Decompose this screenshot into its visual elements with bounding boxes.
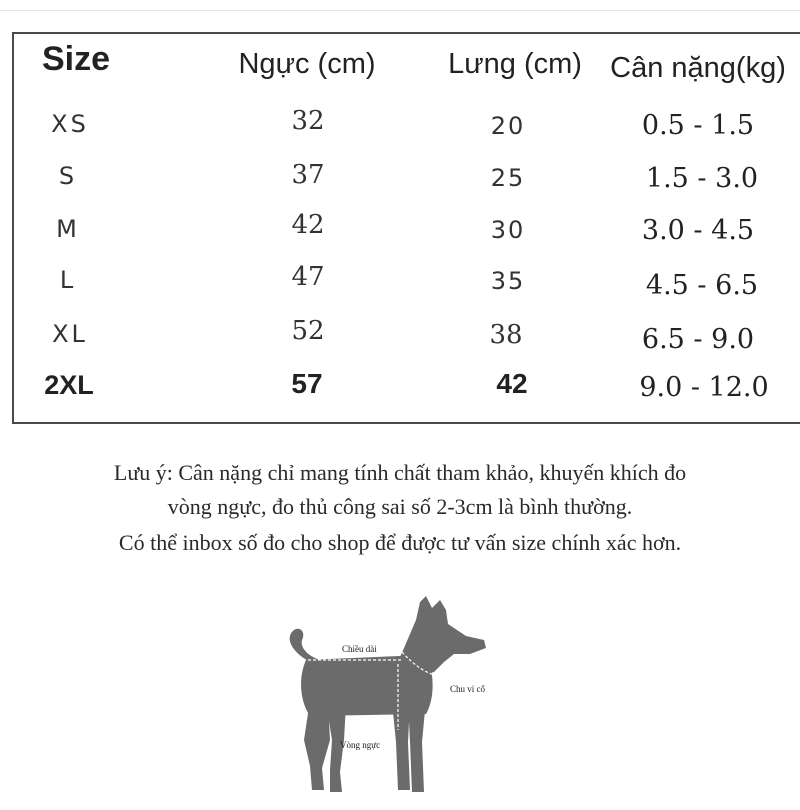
row-2xl-weight: 9.0 - 12.0 [639, 372, 769, 403]
dog-silhouette [270, 590, 500, 805]
header-chest: Ngực (cm) [238, 48, 376, 80]
row-s-weight: 1.5 - 3.0 [645, 163, 759, 194]
row-l-back: 35 [490, 267, 526, 295]
row-l-size: L [59, 266, 77, 294]
row-m-weight: 3.0 - 4.5 [641, 215, 755, 246]
length-label: Chiều dài [342, 644, 377, 654]
row-xs-back: 20 [490, 112, 526, 140]
row-2xl-chest: 57 [291, 368, 323, 399]
row-xs-weight: 0.5 - 1.5 [641, 110, 755, 141]
row-s-back: 25 [490, 164, 526, 192]
note-line-2: vòng ngực, đo thủ công sai số 2-3cm là bình thường. [167, 494, 633, 519]
header-size: Size [42, 40, 111, 78]
row-xl-back: 38 [489, 320, 523, 350]
row-m-size: M [56, 215, 80, 243]
row-xs-size: XS [51, 110, 89, 138]
row-xs-chest: 32 [291, 106, 325, 136]
header-back: Lưng (cm) [448, 48, 582, 80]
row-m-chest: 42 [291, 210, 325, 240]
note-line-3: Có thể inbox số đo cho shop để được tư vấn size chính xác hơn. [118, 530, 682, 555]
row-l-weight: 4.5 - 6.5 [645, 270, 759, 301]
top-divider [0, 10, 800, 11]
row-xl-chest: 52 [291, 316, 325, 346]
row-2xl-back: 42 [496, 368, 528, 399]
header-weight: Cân nặng(kg) [610, 52, 786, 84]
row-m-back: 30 [490, 216, 526, 244]
row-s-size: S [58, 162, 78, 190]
neck-label: Chu vi cổ [450, 684, 485, 694]
row-2xl-size: 2XL [44, 370, 94, 400]
row-s-chest: 37 [291, 160, 325, 190]
row-l-chest: 47 [291, 262, 325, 292]
note-line-1: Lưu ý: Cân nặng chỉ mang tính chất tham khảo, khuyến khích đo [113, 460, 687, 485]
chest-label: Vòng ngực [340, 740, 381, 750]
row-xl-size: XL [52, 320, 88, 348]
dog-measurement-diagram [270, 590, 500, 805]
row-xl-weight: 6.5 - 9.0 [641, 324, 755, 355]
